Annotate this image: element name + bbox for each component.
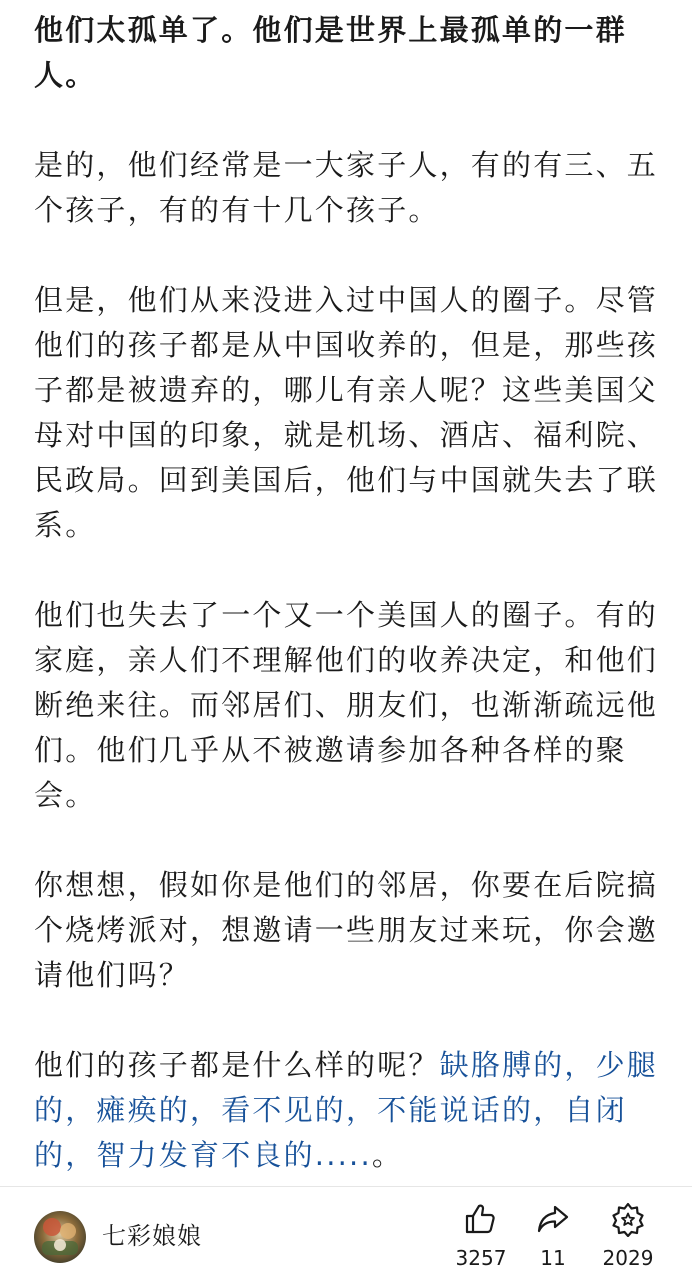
article-paragraph-1: 他们太孤单了。他们是世界上最孤单的一群人。 bbox=[34, 13, 627, 92]
like-button[interactable] bbox=[441, 1201, 521, 1271]
collect-button[interactable] bbox=[588, 1201, 668, 1271]
like-count: 3257 bbox=[455, 1246, 507, 1270]
article-paragraph-2: 是的，他们经常是一大家子人，有的有三、五个孩子，有的有十几个孩子。 bbox=[34, 148, 659, 227]
paragraph-plain-text: 他们的孩子都是什么样的呢？ bbox=[34, 1048, 440, 1082]
share-arrow-icon bbox=[535, 1201, 571, 1237]
article-paragraph-4: 他们也失去了一个又一个美国人的圈子。有的家庭，亲人们不理解他们的收养决定，和他们断绝来往。而邻居们、朋友们，也渐渐疏远他们。他们几乎从不被邀请参加各种各样的聚会。 bbox=[34, 598, 659, 812]
collect-count: 2029 bbox=[602, 1246, 654, 1270]
gear-star-icon bbox=[610, 1201, 646, 1237]
avatar[interactable] bbox=[34, 1211, 86, 1263]
action-footer bbox=[0, 1187, 692, 1280]
share-count: 11 bbox=[540, 1246, 566, 1270]
article-paragraph-5: 你想想，假如你是他们的邻居，你要在后院搞个烧烤派对，想邀请一些朋友过来玩，你会邀请他们吗？ bbox=[34, 868, 659, 992]
highlighted-text[interactable]: 缺胳膊的，少腿的，瘫痪的，看不见的，不能说话的，自闭的，智力发育不良的..... bbox=[34, 1048, 659, 1172]
thumbs-up-icon bbox=[463, 1201, 499, 1237]
share-button[interactable] bbox=[513, 1201, 593, 1271]
article-body bbox=[34, 8, 662, 1223]
avatar-image bbox=[34, 1211, 86, 1263]
author-name[interactable]: 七彩娘娘 bbox=[102, 1222, 202, 1250]
article-paragraph-3: 但是，他们从来没进入过中国人的圈子。尽管他们的孩子都是从中国收养的，但是，那些孩子都是被遗弃的，哪儿有亲人呢？这些美国父母对中国的印象，就是机场、酒店、福利院、民政局。回到美国后，他们与中国就失去了联系。 bbox=[34, 283, 659, 542]
article-paragraph-6: 他们的孩子都是什么样的呢？缺胳膊的，少腿的，瘫痪的，看不见的，不能说话的，自闭的，智力发育不良的.....。 bbox=[34, 1048, 659, 1172]
